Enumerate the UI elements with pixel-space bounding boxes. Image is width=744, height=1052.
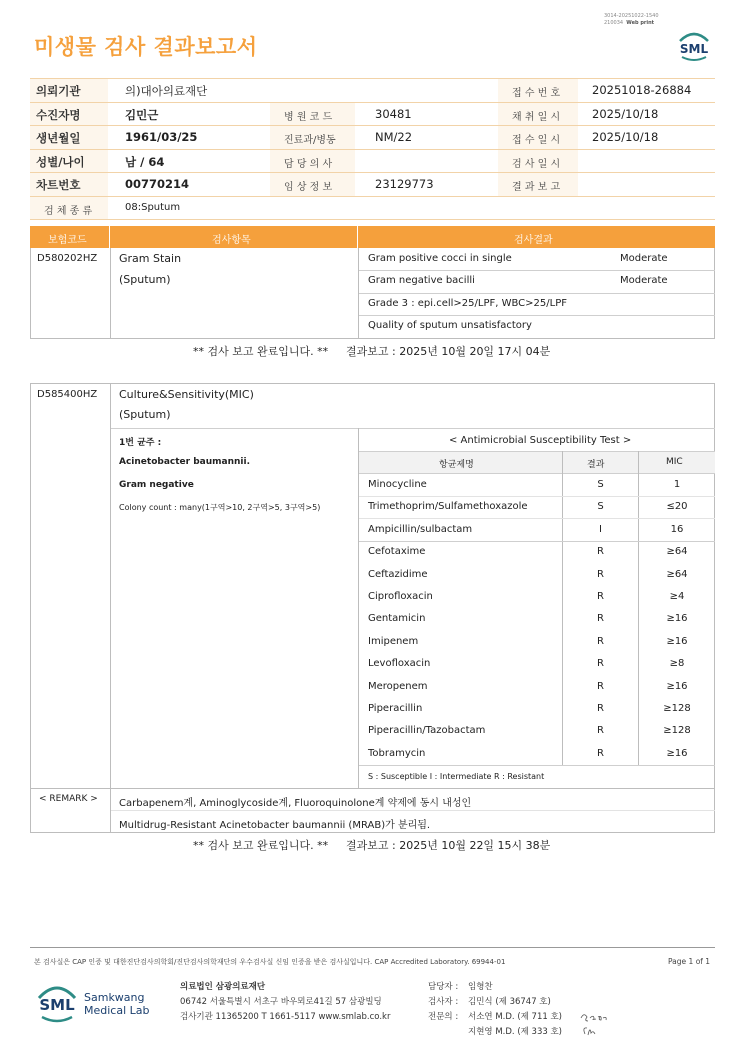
sml-logo-text: SML (679, 42, 709, 56)
accreditation-note: 본 검사실은 CAP 인증 및 대한진단검사의학회/진단검사의학재단의 우수검사실 신임 인증을 받은 검사실입니다. CAP Accredited Laboratory. 69944-01 (34, 958, 506, 966)
drug-mic: ≥16 (666, 747, 688, 759)
print-meta-line1: 3014-20251022-1540 (604, 13, 659, 19)
drug-mic: ≥16 (666, 635, 688, 647)
specimen-value: 08:Sputum (125, 201, 181, 213)
org-contact: 검사기관 11365200 T 1661-5117 www.smlab.co.kr (180, 1012, 391, 1022)
page-number: Page 1 of 1 (668, 957, 711, 966)
drug-mic: ≥16 (666, 613, 688, 625)
drug-name: Piperacillin (368, 703, 423, 714)
culture-item-line2: (Sputum) (119, 408, 171, 421)
logo-line2: Medical Lab (84, 1004, 150, 1017)
gram-report-time: 결과보고 : 2025년 10월 20일 17시 04분 (346, 345, 551, 358)
manager-label: 담당자 : (428, 982, 459, 992)
info-row-5 (30, 173, 715, 197)
drug-name: Ampicillin/sulbactam (368, 523, 473, 535)
logo-line1: Samkwang (84, 991, 145, 1004)
drug-mic: ≥16 (666, 680, 688, 692)
specialist-label: 전문의 : (428, 1012, 459, 1022)
clinical-label: 임 상 정 보 (284, 182, 333, 193)
drug-mic: 1 (673, 479, 681, 490)
institution-label: 의뢰기관 (36, 84, 81, 98)
drug-name: Cefotaxime (368, 546, 426, 558)
culture-report-time: 결과보고 : 2025년 10월 22일 15시 38분 (346, 839, 551, 852)
samkwang-logo-icon (34, 980, 80, 1024)
col-code-header: 보험코드 (48, 235, 87, 246)
drug-mic: ≥4 (669, 591, 685, 602)
hospital-code-value: 30481 (375, 106, 412, 121)
drug-name: Ceftazidime (368, 568, 428, 580)
collect-date-label: 채 취 일 시 (512, 111, 561, 123)
drug-mic: ≥128 (663, 703, 691, 714)
patient-info-table (30, 78, 715, 220)
receipt-date-label: 접 수 일 시 (512, 135, 561, 146)
drug-result: R (597, 613, 604, 625)
drug-mic: ≥8 (669, 658, 685, 670)
ast-title: < Antimicrobial Susceptibility Test > (449, 435, 632, 446)
info-row-2 (30, 103, 715, 127)
sml-logo-icon (676, 27, 712, 63)
ast-legend: S : Susceptible I : Intermediate R : Resistant (368, 772, 545, 781)
gram-row-1: Gram positive cocci in single (368, 253, 512, 264)
test-date-label: 검 사 일 시 (512, 158, 561, 170)
drug-result: R (597, 546, 604, 558)
drug-result: R (597, 703, 604, 714)
col-result-header: 검사결과 (514, 235, 553, 246)
info-row-1 (30, 79, 715, 103)
drug-result: R (597, 635, 604, 647)
drug-mic: ≤20 (666, 501, 688, 513)
report-label: 결 과 보 고 (512, 182, 561, 193)
drug-result: S (597, 501, 604, 513)
drug-result: S (597, 479, 604, 490)
patient-name-value: 김민근 (125, 107, 159, 122)
sex-age-label: 성별/나이 (36, 154, 85, 169)
drug-result: R (597, 747, 604, 759)
gram-row-1-grade: Moderate (620, 253, 668, 264)
drug-name: Minocycline (368, 479, 427, 490)
clinical-value: 23129773 (375, 177, 434, 191)
institution-value: 의)대아의료재단 (125, 84, 208, 98)
drug-mic: ≥64 (666, 546, 688, 558)
culture-item-line1: Culture&Sensitivity(MIC) (119, 388, 254, 401)
organism-name: Acinetobacter baumannii. (119, 457, 250, 467)
results-header (30, 226, 715, 248)
manager-name: 임형찬 (468, 982, 493, 992)
org-address: 06742 서울특별시 서초구 바우뫼로41길 57 삼광빌딩 (180, 997, 382, 1007)
gram-row-2: Gram negative bacilli (368, 275, 475, 286)
col-result-label: 결과 (587, 460, 605, 470)
dept-value: NM/22 (375, 130, 413, 144)
gram-type: Gram negative (119, 480, 194, 490)
gram-done-note: ** 검사 보고 완료입니다. ** (193, 345, 329, 358)
drug-result: I (599, 523, 602, 535)
info-row-6 (30, 197, 715, 221)
drug-mic: ≥64 (666, 568, 688, 580)
remark-line2: Multidrug-Resistant Acinetobacter baumannii (MRAB)가 분리됨. (119, 820, 431, 831)
drug-name: Imipenem (368, 635, 419, 647)
chart-no-value: 00770214 (125, 177, 190, 191)
samkwang-logo-text (84, 991, 150, 1017)
print-meta-id: 210034 (604, 20, 624, 26)
drug-mic: ≥128 (663, 725, 691, 737)
collect-date-value: 2025/10/18 (592, 106, 659, 121)
org-name: 의료법인 삼광의료재단 (180, 982, 266, 992)
info-row-4 (30, 150, 715, 174)
print-meta-type: Web print (626, 20, 655, 26)
gram-stain-block (30, 248, 715, 339)
drug-result: R (597, 680, 604, 692)
birth-value: 1961/03/25 (125, 130, 198, 144)
drug-name: Ciprofloxacin (368, 591, 433, 602)
gram-item-line1: Gram Stain (119, 252, 182, 265)
footer-divider (30, 947, 715, 948)
col-item-header: 검사항목 (212, 235, 251, 246)
patient-name-label: 수진자명 (36, 107, 81, 122)
receipt-no-value: 20251018-26884 (592, 83, 692, 97)
col-drug-header: 항균제명 (439, 460, 474, 470)
organism-number: 1번 균주 : (119, 438, 162, 448)
print-meta (604, 13, 659, 27)
remark-line1: Carbapenem계, Aminoglycoside계, Fluoroquinolone계 약제에 동시 내성인 (119, 798, 472, 809)
drug-name: Piperacillin/Tazobactam (368, 725, 486, 737)
specialist-1: 서소연 M.D. (제 711 호) (468, 1012, 563, 1022)
tester-label: 검사자 : (428, 997, 459, 1007)
info-row-3 (30, 126, 715, 150)
report-title: 미생물 검사 결과보고서 (34, 35, 258, 59)
culture-code: D585400HZ (37, 389, 98, 400)
drug-name: Levofloxacin (368, 658, 431, 670)
colony-count: Colony count : many(1구역>10, 2구역>5, 3구역>5) (119, 503, 321, 512)
footer-logo-sml: SML (39, 996, 75, 1014)
gram-row-3: Grade 3 : epi.cell>25/LPF, WBC>25/LPF (368, 298, 567, 309)
specialist-2: 지현영 M.D. (제 333 호) (468, 1027, 563, 1037)
drug-name: Tobramycin (368, 747, 426, 759)
receipt-no-label: 접 수 번 호 (512, 88, 561, 99)
tester-name: 김민식 (제 36747 호) (468, 997, 551, 1007)
specimen-label: 검 체 종 류 (44, 205, 93, 217)
drug-name: Gentamicin (368, 613, 426, 625)
gram-row-4: Quality of sputum unsatisfactory (368, 320, 532, 331)
sex-age-value: 남 / 64 (125, 154, 165, 169)
doctor-label: 담 당 의 사 (284, 158, 333, 170)
drug-result: R (597, 591, 604, 602)
birth-label: 생년월일 (36, 131, 81, 145)
gram-code: D580202HZ (37, 253, 98, 264)
gram-row-2-grade: Moderate (620, 275, 668, 286)
gram-item-line2: (Sputum) (119, 273, 171, 286)
signature-icon (578, 1008, 610, 1038)
hospital-code-label: 병 원 코 드 (284, 111, 333, 123)
receipt-date-value: 2025/10/18 (592, 130, 659, 144)
drug-result: R (597, 568, 604, 580)
drug-mic: 16 (670, 523, 684, 535)
drug-result: R (597, 658, 604, 670)
dept-label: 진료과/병동 (284, 135, 336, 146)
drug-name: Trimethoprim/Sulfamethoxazole (368, 501, 528, 513)
drug-name: Meropenem (368, 680, 428, 692)
culture-block (30, 383, 715, 833)
chart-no-label: 차트번호 (36, 178, 81, 192)
remark-label: < REMARK > (39, 794, 98, 804)
culture-done-note: ** 검사 보고 완료입니다. ** (193, 839, 329, 852)
drug-result: R (597, 725, 604, 737)
col-mic-header: MIC (666, 457, 683, 467)
